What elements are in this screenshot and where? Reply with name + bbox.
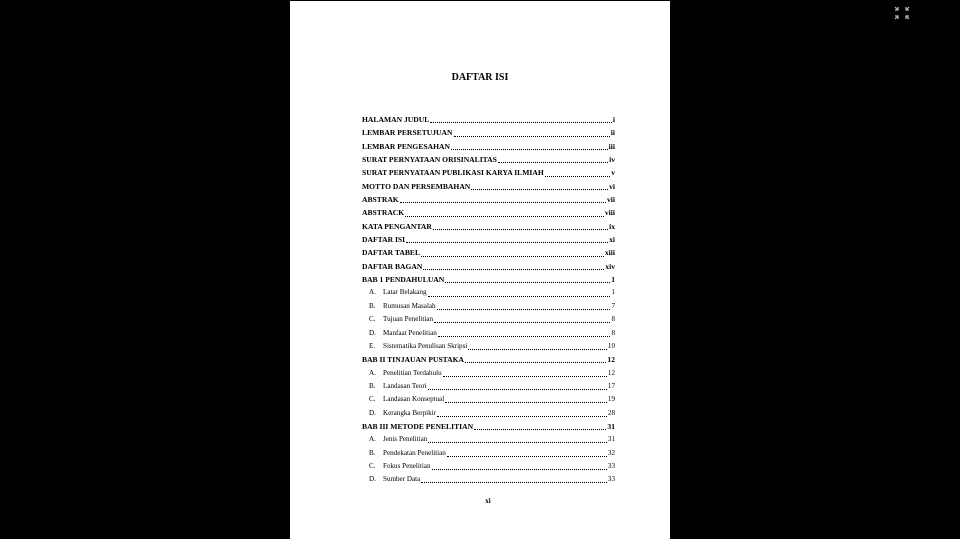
toc-leader-dots <box>468 349 607 350</box>
toc-entry-letter: A. <box>369 368 376 377</box>
toc-leader-dots <box>498 162 608 163</box>
toc-leader-dots <box>437 309 611 310</box>
toc-entry <box>362 393 615 406</box>
toc-entry-page: 19 <box>607 395 615 404</box>
toc-entry-page: 31 <box>607 435 615 444</box>
toc-entry-label: KATA PENGANTAR <box>362 221 432 231</box>
toc-entry <box>362 180 615 193</box>
toc-entry-page: 28 <box>607 408 615 417</box>
document-page <box>290 1 670 539</box>
toc-entry-label: Sumber Data <box>383 475 421 484</box>
toc-entry <box>362 367 615 380</box>
toc-leader-dots <box>465 362 606 363</box>
toc-entry-label: BAB III METODE PENELITIAN <box>362 421 474 431</box>
toc-entry-page: iv <box>609 155 615 165</box>
toc-entry-page: 1 <box>611 288 615 297</box>
toc-entry-label: BAB II TINJAUAN PUSTAKA <box>362 355 465 365</box>
toc-entry <box>362 460 615 473</box>
toc-entry-page: 12 <box>607 355 615 365</box>
toc-entry-letter: B. <box>369 448 376 457</box>
toc-entry-page: 17 <box>607 381 615 390</box>
toc-entry-label: Sistematika Penulisan Skripsi <box>383 341 468 350</box>
toc-entry-label: Tujuan Penelitian <box>383 315 433 324</box>
toc-leader-dots <box>437 416 607 417</box>
toc-entry <box>362 420 615 433</box>
toc-entry <box>362 233 615 246</box>
toc-entry <box>362 126 615 139</box>
toc-entry <box>362 447 615 460</box>
toc-entry-letter: B. <box>369 301 376 310</box>
toc-leader-dots <box>406 242 608 243</box>
toc-entry-label: LEMBAR PERSETUJUAN <box>362 128 453 138</box>
table-of-contents <box>362 113 615 487</box>
toc-entry <box>362 327 615 340</box>
toc-entry-letter: B. <box>369 381 376 390</box>
toc-entry <box>362 153 615 166</box>
toc-entry <box>362 407 615 420</box>
toc-entry-label: Landasan Konseptual <box>383 395 445 404</box>
toc-entry-page: 32 <box>607 448 615 457</box>
page-title: DAFTAR ISI <box>451 72 509 83</box>
toc-entry <box>362 193 615 206</box>
toc-entry-label: LEMBAR PENGESAHAN <box>362 141 450 151</box>
page-number: xi <box>485 497 491 505</box>
toc-entry-label: Kerangka Berpikir <box>383 408 436 417</box>
toc-entry-label: Penelitian Terdahulu <box>383 368 442 377</box>
toc-entry-letter: C. <box>369 315 376 324</box>
toc-entry-page: ix <box>609 221 615 231</box>
toc-entry-page: 33 <box>607 461 615 470</box>
toc-entry-label: BAB 1 PENDAHULUAN <box>362 275 445 285</box>
toc-leader-dots <box>454 136 610 137</box>
toc-entry-page: i <box>612 115 615 124</box>
toc-leader-dots <box>428 389 607 390</box>
toc-entry-label: DAFTAR BAGAN <box>362 261 423 271</box>
toc-entry-label: Rumusan Masalah <box>383 301 436 310</box>
toc-entry-letter: A. <box>369 288 376 297</box>
toc-entry-letter: D. <box>369 328 376 337</box>
toc-entry-page: v <box>611 168 615 178</box>
toc-leader-dots <box>400 202 606 203</box>
toc-leader-dots <box>405 216 604 217</box>
toc-entry-page: 33 <box>607 475 615 484</box>
toc-entry-page: ii <box>610 128 615 138</box>
toc-entry <box>362 260 615 273</box>
toc-entry-letter: D. <box>369 408 376 417</box>
exit-fullscreen-icon[interactable] <box>892 4 912 22</box>
toc-leader-dots <box>421 482 607 483</box>
toc-entry-page: 7 <box>611 301 615 310</box>
toc-entry-page: vii <box>606 195 615 205</box>
toc-entry <box>362 300 615 313</box>
toc-entry-label: Latar Belakang <box>383 288 427 297</box>
toc-leader-dots <box>545 176 610 177</box>
toc-entry-label: Pendekatan Penelitian <box>383 448 446 457</box>
toc-entry <box>362 220 615 233</box>
toc-entry-letter: E. <box>369 341 376 350</box>
toc-entry-page: vi <box>609 181 615 191</box>
toc-entry <box>362 473 615 486</box>
toc-entry-label: SURAT PERNYATAAN ORISINALITAS <box>362 155 497 165</box>
toc-entry-page: 1 <box>611 275 615 285</box>
toc-entry-letter: C. <box>369 461 376 470</box>
toc-entry-page: 12 <box>607 368 615 377</box>
toc-leader-dots <box>428 296 611 297</box>
toc-entry <box>362 140 615 153</box>
toc-entry-letter: D. <box>369 475 376 484</box>
toc-entry-page: iii <box>608 141 615 151</box>
toc-entry-label: SURAT PERNYATAAN PUBLIKASI KARYA ILMIAH <box>362 168 544 178</box>
toc-leader-dots <box>445 282 610 283</box>
toc-entry-page: xiii <box>604 248 615 258</box>
toc-entry-label: ABSTRACK <box>362 208 405 218</box>
toc-leader-dots <box>421 256 604 257</box>
toc-entry-label: DAFTAR TABEL <box>362 248 421 258</box>
toc-leader-dots <box>438 336 611 337</box>
toc-leader-dots <box>434 322 610 323</box>
toc-entry <box>362 166 615 179</box>
toc-entry <box>362 433 615 446</box>
toc-entry-label: HALAMAN JUDUL <box>362 115 430 124</box>
toc-entry-letter: C. <box>369 395 376 404</box>
toc-entry <box>362 340 615 353</box>
toc-leader-dots <box>423 269 604 270</box>
toc-entry-label: Fokus Penelitian <box>383 461 431 470</box>
toc-leader-dots <box>428 442 607 443</box>
toc-leader-dots <box>471 189 608 190</box>
toc-entry <box>362 380 615 393</box>
toc-entry-page: xi <box>609 235 615 245</box>
toc-entry-page: xiv <box>605 261 615 271</box>
toc-entry <box>362 286 615 299</box>
toc-entry-page: 31 <box>607 421 615 431</box>
toc-leader-dots <box>433 229 608 230</box>
toc-entry <box>362 353 615 366</box>
toc-entry <box>362 113 615 126</box>
toc-entry-page: 8 <box>611 315 615 324</box>
toc-leader-dots <box>451 149 608 150</box>
toc-entry <box>362 313 615 326</box>
toc-entry-label: ABSTRAK <box>362 195 399 205</box>
toc-entry-page: viii <box>604 208 615 218</box>
toc-leader-dots <box>474 429 606 430</box>
toc-entry <box>362 246 615 259</box>
toc-leader-dots <box>443 376 607 377</box>
toc-entry-page: 8 <box>611 328 615 337</box>
toc-entry-label: Jenis Penelitian <box>383 435 428 444</box>
toc-entry <box>362 206 615 219</box>
toc-entry-label: DAFTAR ISI <box>362 235 406 245</box>
toc-leader-dots <box>430 122 612 123</box>
toc-entry-letter: A. <box>369 435 376 444</box>
toc-entry-label: MOTTO DAN PERSEMBAHAN <box>362 181 471 191</box>
toc-entry-label: Manfaat Penelitian <box>383 328 437 337</box>
toc-entry-page: 10 <box>607 341 615 350</box>
toc-entry-label: Landasan Teori <box>383 381 427 390</box>
toc-leader-dots <box>432 469 607 470</box>
toc-leader-dots <box>445 402 607 403</box>
toc-leader-dots <box>447 456 607 457</box>
toc-entry <box>362 273 615 286</box>
